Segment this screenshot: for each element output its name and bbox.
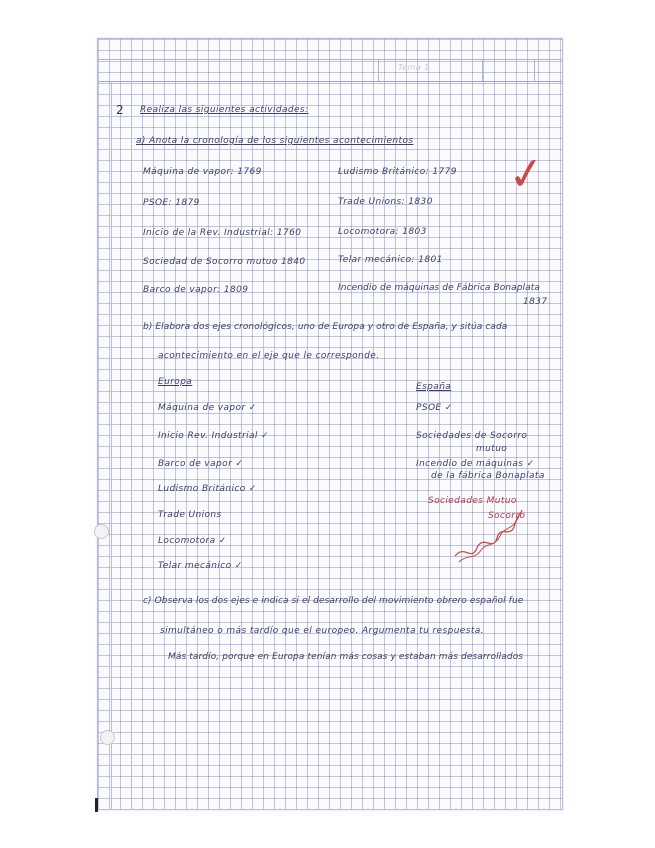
spain-red-correction: Sociedades Mutuo bbox=[428, 496, 517, 506]
europe-item: Telar mecánico ✓ bbox=[158, 561, 243, 571]
europe-item: Locomotora ✓ bbox=[158, 536, 227, 546]
part-a-right-item: Ludismo Británico: 1779 bbox=[338, 167, 457, 177]
europe-item: Barco de vapor ✓ bbox=[158, 459, 244, 469]
part-a-left-item: Inicio de la Rev. Industrial: 1760 bbox=[143, 228, 302, 238]
europe-item: Inicio Rev. Industrial ✓ bbox=[158, 431, 269, 441]
europe-item: Ludismo Británico ✓ bbox=[158, 484, 257, 494]
margin-line-inner bbox=[131, 81, 132, 809]
header-faint-text: Tema 1 bbox=[398, 63, 430, 72]
part-c-line2: simultáneo o más tardío que el europeo. Argumenta tu respuesta. bbox=[160, 626, 484, 636]
question-instruction: Realiza las siguientes actividades: bbox=[140, 105, 309, 115]
scan-edge-mark bbox=[95, 798, 98, 812]
part-a-left-item: Máquina de vapor: 1769 bbox=[143, 167, 262, 177]
part-c-answer: Más tardío, porque en Europa tenían más cosas y estaban más desarrollados bbox=[168, 652, 524, 662]
part-b-prompt-line1: b) Elabora dos ejes cronológicos, uno de Europa y otro de España, y sitúa cada bbox=[143, 322, 508, 332]
margin-line-left bbox=[111, 81, 112, 809]
spain-item: Sociedades de Socorro bbox=[416, 431, 528, 441]
header-divider bbox=[98, 59, 562, 60]
spain-item: Incendio de máquinas ✓ bbox=[416, 459, 535, 469]
red-check-icon: ✓ bbox=[504, 146, 549, 203]
question-number: 2 bbox=[116, 103, 125, 117]
part-a-right-item: Locomotora: 1803 bbox=[338, 227, 427, 237]
part-a-left-item: Sociedad de Socorro mutuo 1840 bbox=[143, 257, 306, 267]
header-cell-divider bbox=[482, 59, 483, 81]
spain-red-correction: Socorro bbox=[488, 511, 526, 521]
part-a-left-item: PSOE: 1879 bbox=[143, 198, 200, 208]
part-a-prompt: a) Anota la cronología de los siguientes acontecimientos bbox=[136, 136, 414, 146]
spain-item: mutuo bbox=[476, 444, 508, 454]
part-a-right-item: Telar mecánico: 1801 bbox=[338, 255, 443, 265]
sheet-header-band bbox=[98, 39, 562, 82]
punch-hole bbox=[94, 524, 109, 539]
header-cell-divider bbox=[378, 59, 379, 81]
part-a-left-item: Barco de vapor: 1809 bbox=[143, 285, 249, 295]
part-a-right-year: 1837 bbox=[523, 297, 548, 307]
part-b-prompt-line2: acontecimiento en el eje que le corresponde. bbox=[158, 351, 380, 361]
part-c-line1: c) Observa los dos ejes e indica si el desarrollo del movimiento obrero español fue bbox=[143, 596, 524, 606]
europe-item: Trade Unions bbox=[158, 510, 222, 520]
spain-item: de la fábrica Bonaplata bbox=[431, 471, 545, 481]
punch-hole bbox=[100, 730, 115, 745]
header-cell-divider bbox=[534, 59, 535, 81]
part-a-right-item: Incendio de máquinas de Fábrica Bonaplata bbox=[338, 283, 541, 293]
red-scribble-icon bbox=[453, 504, 526, 564]
grid-paper-sheet bbox=[97, 38, 563, 810]
spain-heading: España bbox=[416, 382, 452, 392]
europe-item: Máquina de vapor ✓ bbox=[158, 403, 257, 413]
spain-item: PSOE ✓ bbox=[416, 403, 453, 413]
part-a-right-item: Trade Unions: 1830 bbox=[338, 197, 433, 207]
europe-heading: Europa bbox=[158, 377, 193, 387]
